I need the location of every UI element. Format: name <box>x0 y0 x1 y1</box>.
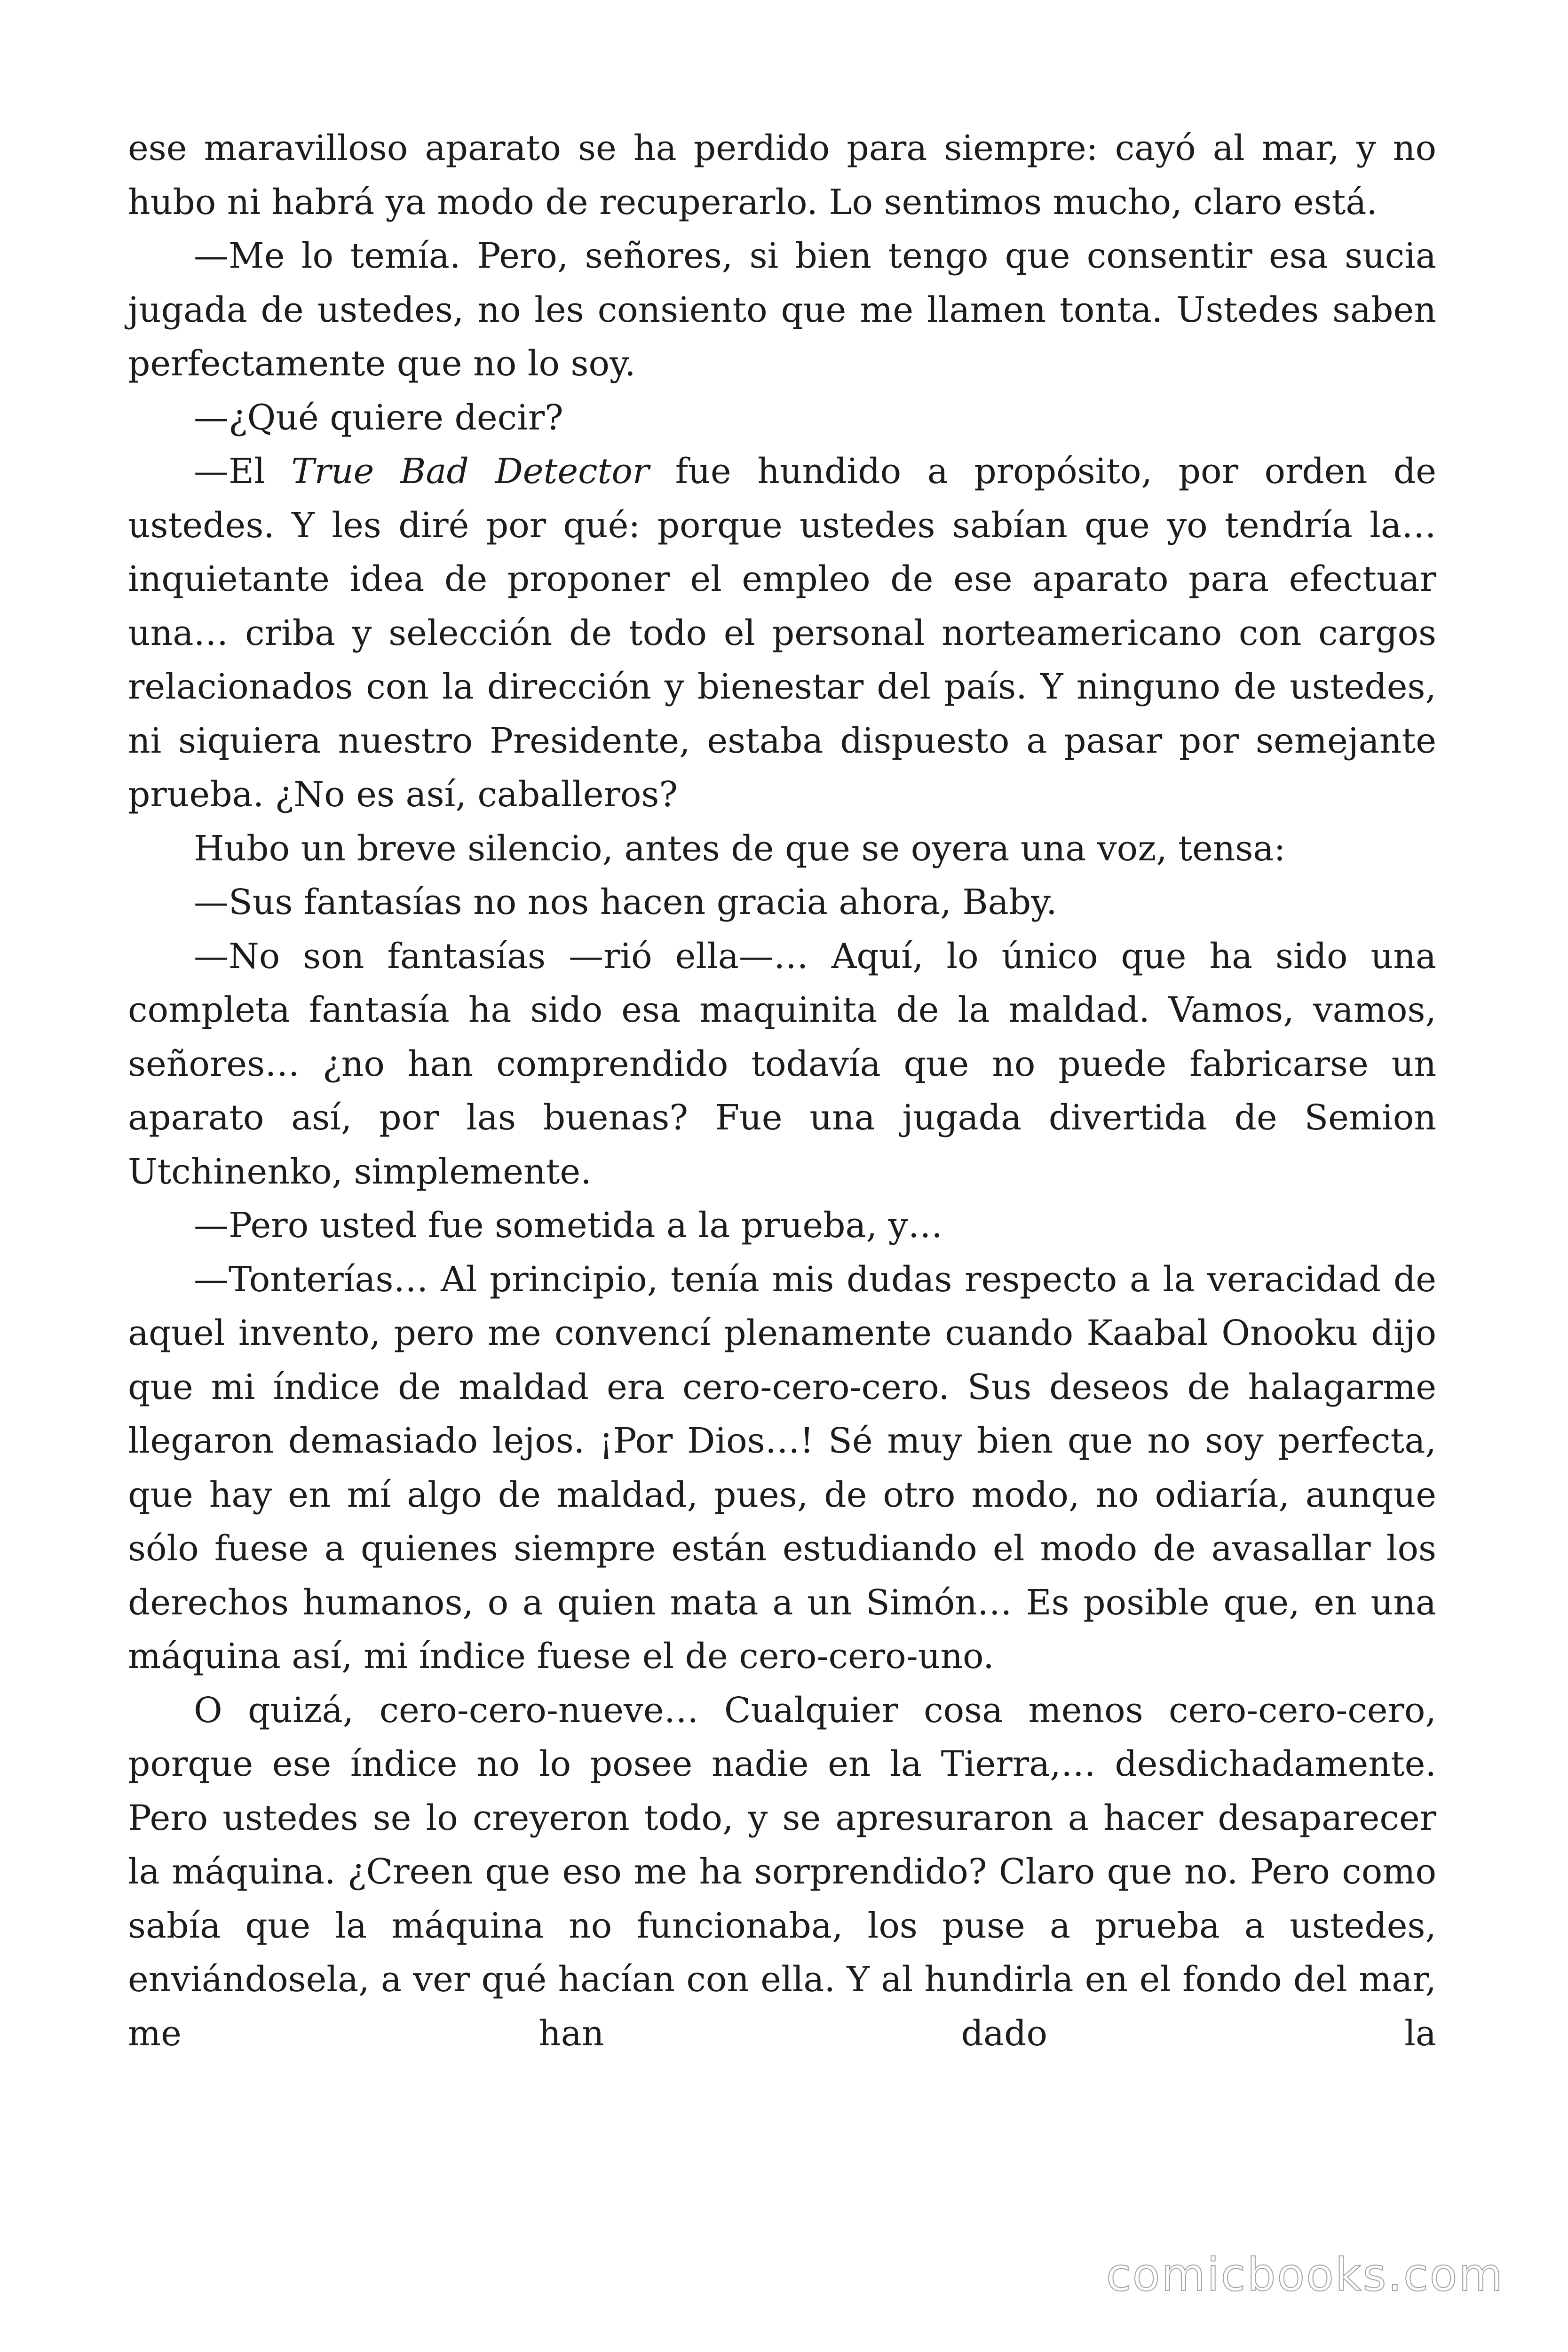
paragraph <box>128 445 1436 822</box>
paragraph: —¿Qué quiere decir? <box>194 397 563 438</box>
italic-title: True Bad Detector <box>291 451 649 492</box>
paragraph-rest: fue hundido a propósito, por orden de ustedes. Y les diré por qué: porque ustedes sabían que yo tendría la… inquietante idea de proponer el empleo de ese aparato para efectuar una… criba y selección de todo el personal norteamericano con cargos relacionados con la dirección y bienestar del país. Y ninguno de ustedes, ni siquiera nuestro Presidente, estaba dispuesto a pasar por semejante prueba. ¿No es así, caballeros? <box>128 451 1436 815</box>
paragraph: —No son fantasías —rió ella—… Aquí, lo único que ha sido una completa fantasía ha sido esa maquinita de la maldad. Vamos, vamos, señores… ¿no han comprendido todavía que no puede fabricarse un aparato así, por las buenas? Fue una jugada divertida de Semion Utchinenko, simplemente. <box>128 936 1436 1192</box>
paragraph: —Tonterías… Al principio, tenía mis dudas respecto a la veracidad de aquel invento, pero me convencí plenamente cuando Kaabal Onooku dijo que mi índice de maldad era cero-cero-cero. Sus deseos de halagarme llegaron demasiado lejos. ¡Por Dios…! Sé muy bien que no soy perfecta, que hay en mí algo de maldad, pues, de otro modo, no odiaría, aunque sólo fuese a quienes siempre están estudiando el modo de avasallar los derechos humanos, o a quien mata a un Simón… Es posible que, en una máquina así, mi índice fuese el de cero-cero-uno. <box>128 1259 1436 1677</box>
paragraph: O quizá, cero-cero-nueve… Cualquier cosa menos cero-cero-cero, porque ese índice no lo posee nadie en la Tierra,… desdichadamente. Pero ustedes se lo creyeron todo, y se apresuraron a hacer desaparecer la máquina. ¿Creen que eso me ha sorprendido? Claro que no. Pero como sabía que la máquina no funcionaba, los puse a prueba a ustedes, enviándosela, a ver qué hacían con ella. Y al hundirla en el fondo del mar, me han dado la <box>128 1690 1436 2054</box>
paragraph: —Sus fantasías no nos hacen gracia ahora, Baby. <box>194 882 1057 922</box>
watermark: comicbooks.com <box>1106 2249 1504 2301</box>
paragraph-lead: —El <box>194 451 265 492</box>
paragraph: —Pero usted fue sometida a la prueba, y… <box>194 1205 943 1246</box>
paragraph: —Me lo temía. Pero, señores, si bien tengo que consentir esa sucia jugada de ustedes, no les consiento que me llamen tonta. Ustedes saben perfectamente que no lo soy. <box>128 236 1436 384</box>
body-text <box>128 121 1436 2060</box>
paragraph: Hubo un breve silencio, antes de que se oyera una voz, tensa: <box>194 828 1286 869</box>
paragraph: ese maravilloso aparato se ha perdido para siempre: cayó al mar, y no hubo ni habrá ya modo de recuperarlo. Lo sentimos mucho, claro está. <box>128 128 1436 222</box>
